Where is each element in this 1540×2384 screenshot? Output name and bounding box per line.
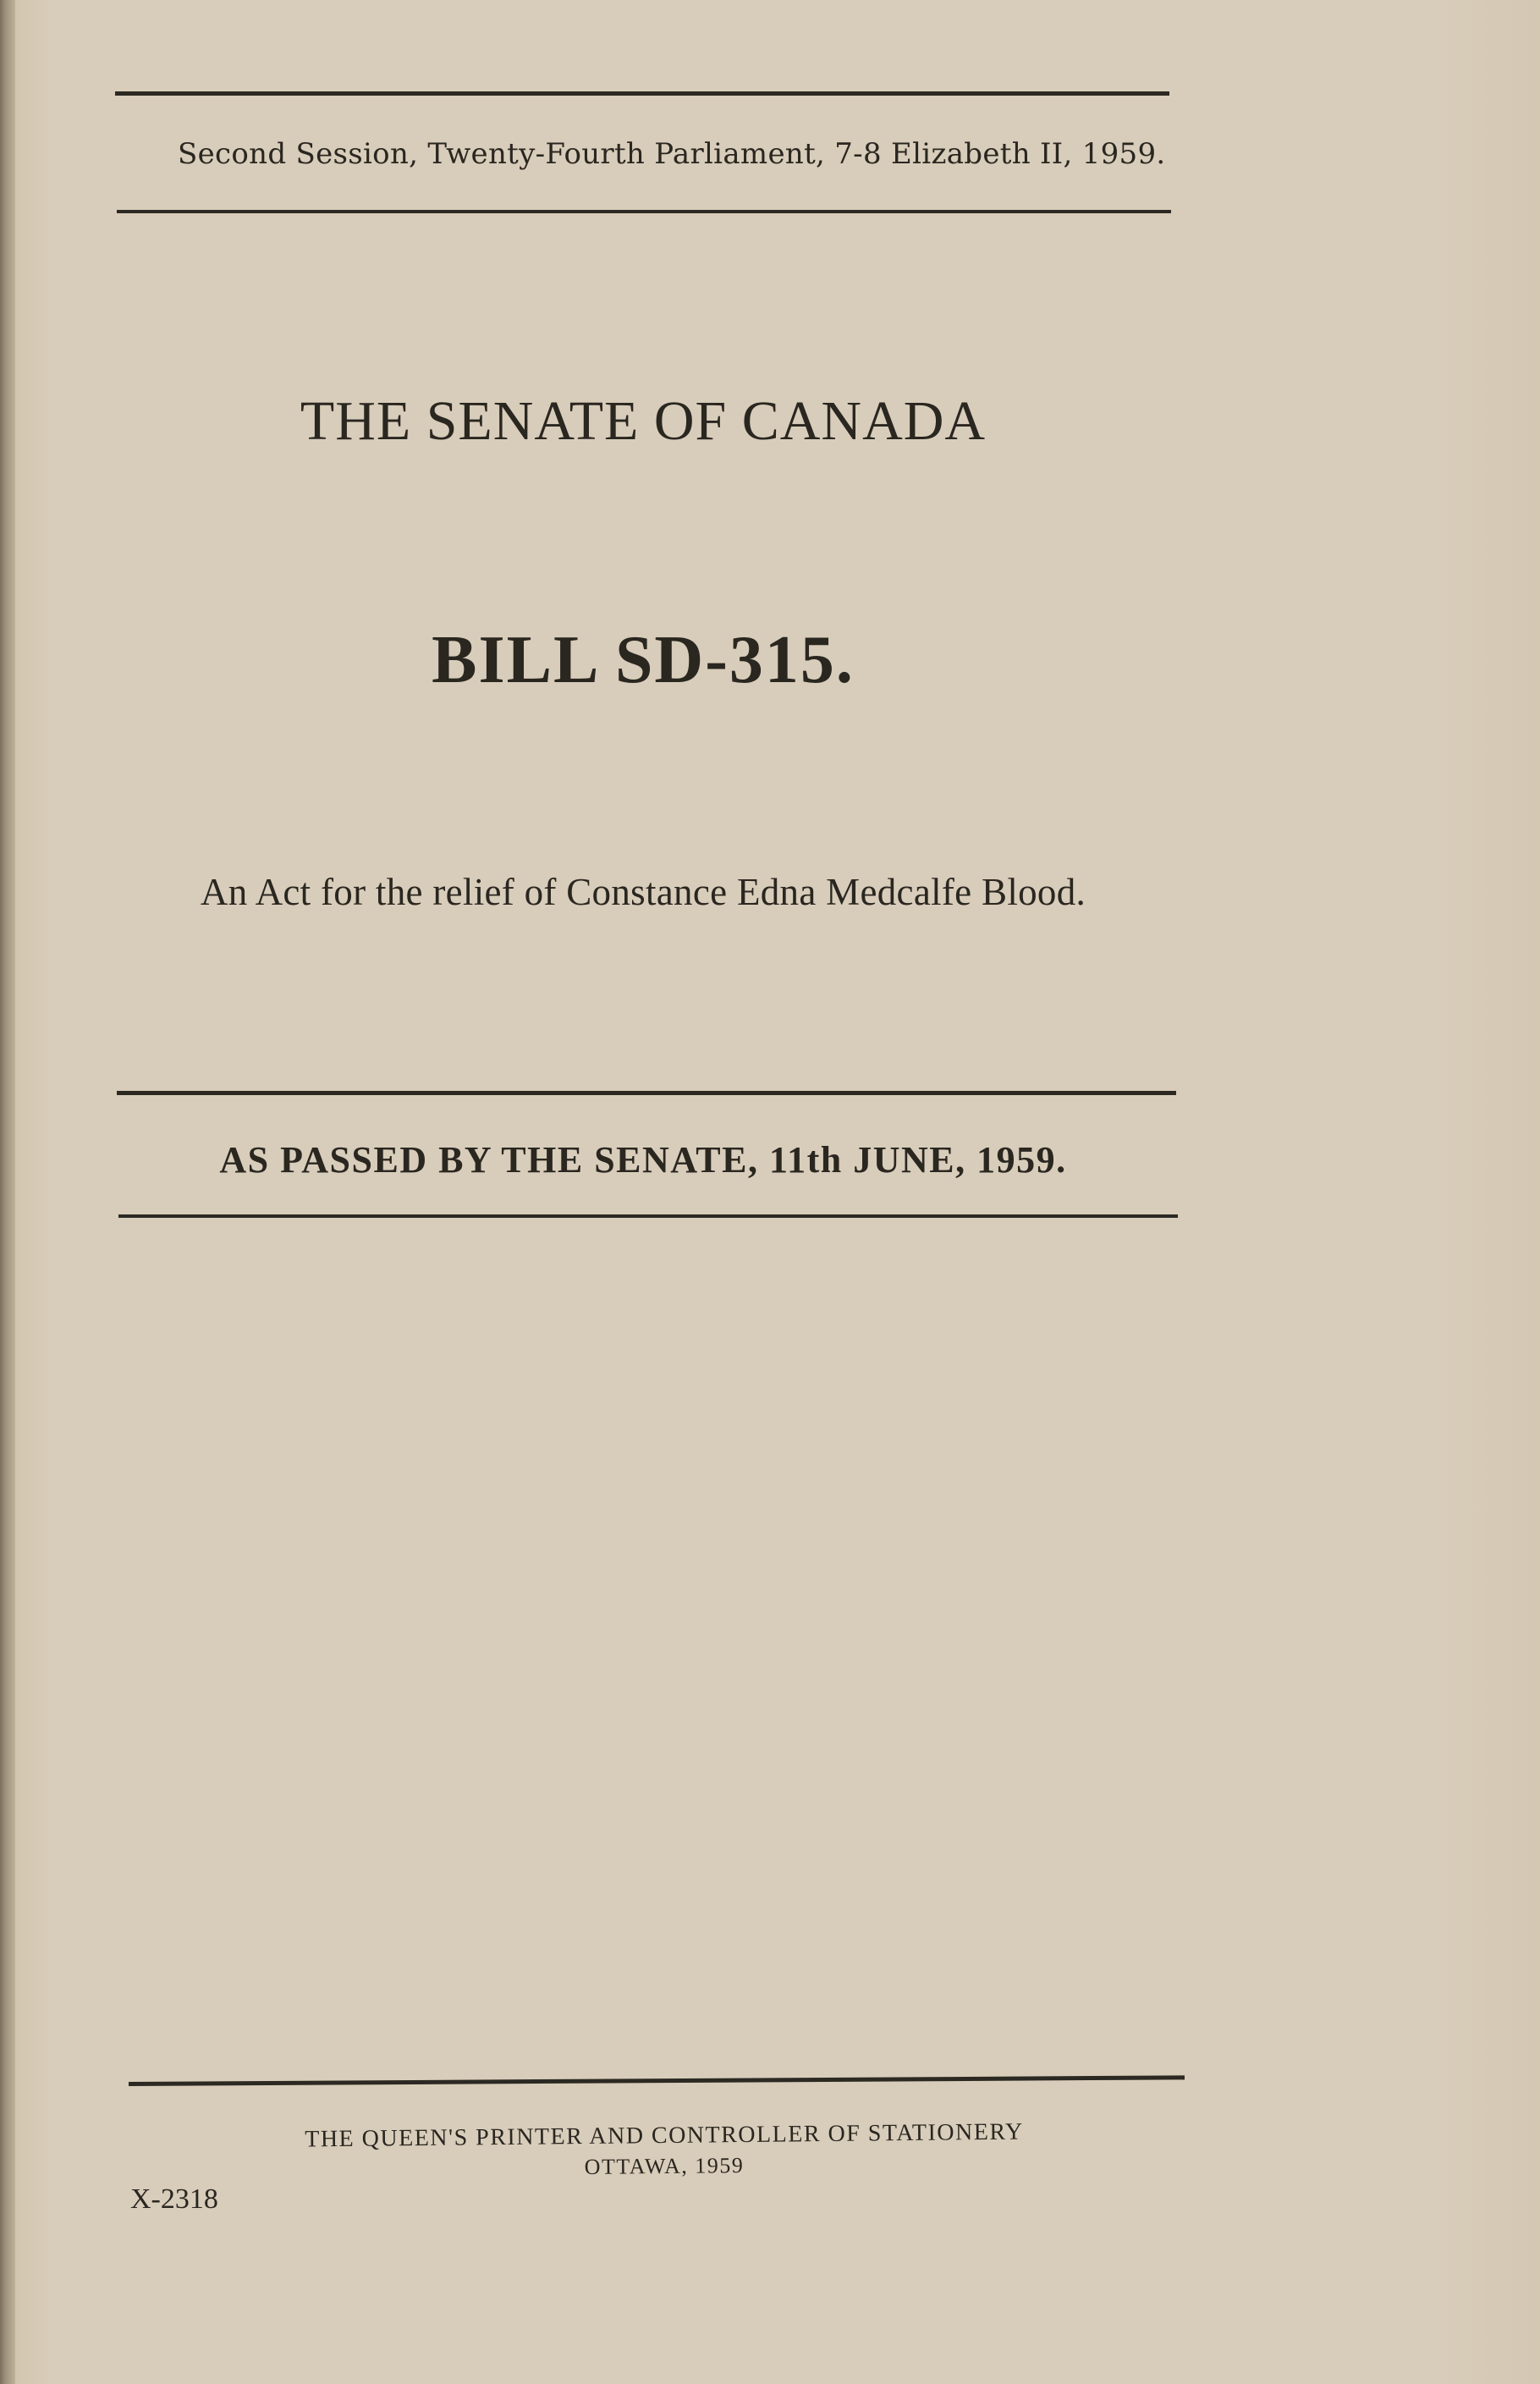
top-rule-lower xyxy=(117,210,1171,213)
senate-title: THE SENATE OF CANADA xyxy=(300,390,987,452)
passed-rule-upper xyxy=(117,1091,1176,1095)
session-line: Second Session, Twenty-Fourth Parliament, 7-8 Elizabeth II, 1959. xyxy=(178,137,1166,171)
binding-edge xyxy=(0,0,15,2384)
passed-status: AS PASSED BY THE SENATE, 11th JUNE, 1959. xyxy=(219,1139,1067,1181)
document-code: X-2318 xyxy=(130,2183,218,2215)
act-title: An Act for the relief of Constance Edna Medcalfe Blood. xyxy=(200,871,1086,913)
printer-imprint: THE QUEEN'S PRINTER AND CONTROLLER OF STATIONERY xyxy=(305,2118,1024,2153)
printer-place: OTTAWA, 1959 xyxy=(584,2153,745,2179)
bill-number: BILL SD-315. xyxy=(432,623,855,697)
footer-rule xyxy=(129,2075,1185,2086)
top-rule-upper xyxy=(115,91,1169,96)
passed-rule-lower xyxy=(118,1214,1178,1218)
